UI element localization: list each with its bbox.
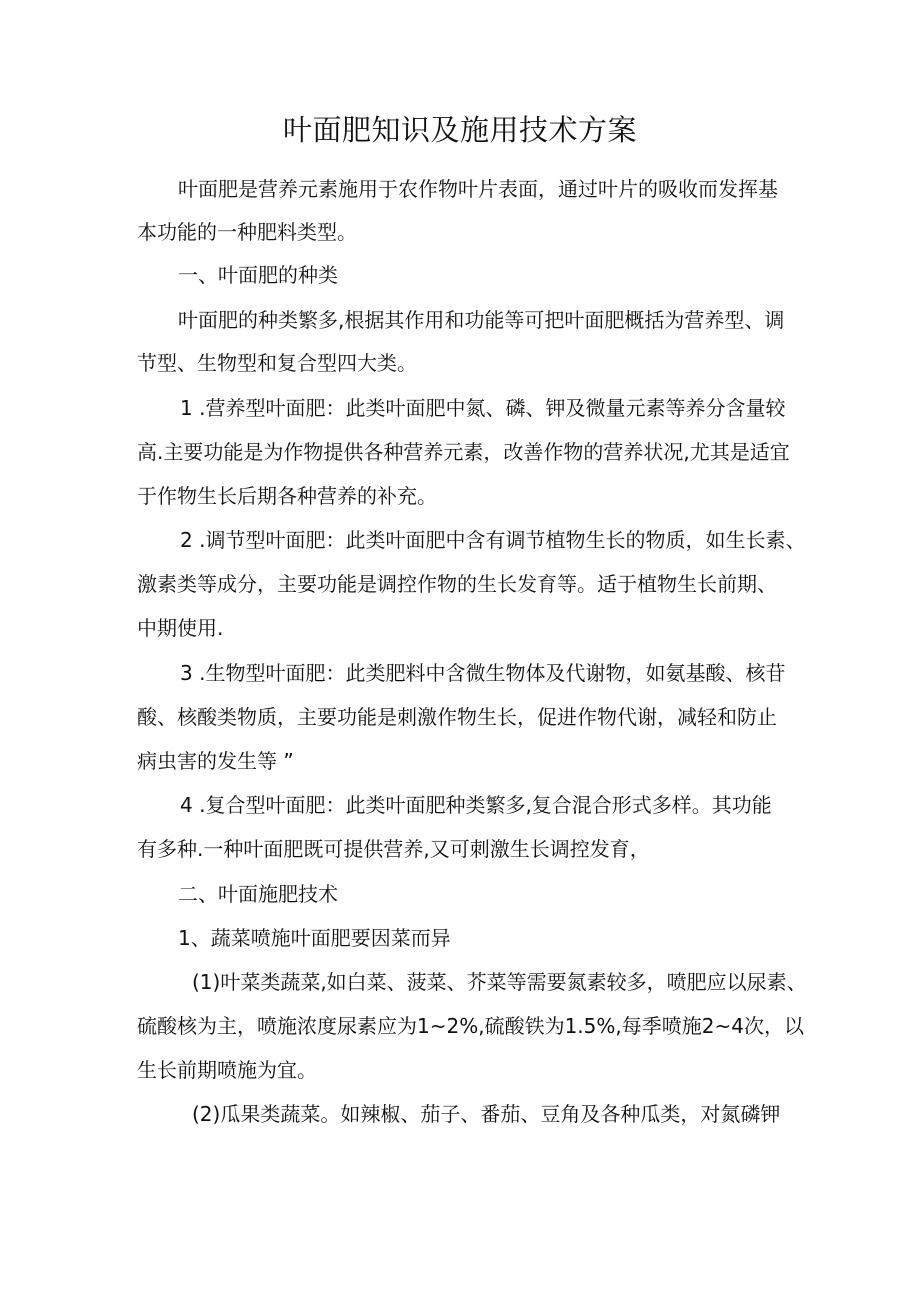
paragraph-line: 叶面肥的种类繁多,根据其作用和功能等可把叶面肥概括为营养型、调 — [178, 308, 785, 332]
section-heading: 一、叶面肥的种类 — [178, 263, 338, 287]
paragraph-line: 节型、生物型和复合型四大类。 — [137, 351, 417, 375]
paragraph-line: 于作物生长后期各种营养的补充。 — [137, 484, 437, 508]
subsection-heading: 1、蔬菜喷施叶面肥要因菜而异 — [178, 926, 451, 950]
paragraph-line: 叶面肥是营养元素施用于农作物叶片表面，通过叶片的吸收而发挥基 — [178, 177, 778, 201]
section-heading: 二、叶面施肥技术 — [178, 882, 338, 906]
paragraph-line: 酸、核酸类物质，主要功能是刺激作物生长，促进作物代谢，减轻和防止 — [137, 705, 777, 729]
paragraph-line: 本功能的一种肥料类型。 — [137, 220, 357, 244]
list-item-line: (1)叶菜类蔬菜,如白菜、菠菜、芥菜等需要氮素较多，喷肥应以尿素、 — [192, 970, 807, 994]
paragraph-line: 有多种.一种叶面肥既可提供营养,又可刺激生长调控发育， — [137, 837, 650, 861]
document-title: 叶面肥知识及施用技术方案 — [282, 113, 637, 147]
paragraph-line: 激素类等成分，主要功能是调控作物的生长发育等。适于植物生长前期、 — [137, 572, 777, 596]
list-item-line: (2)瓜果类蔬菜。如辣椒、茄子、番茄、豆角及各种瓜类，对氮磷钾 — [192, 1102, 781, 1126]
list-item-line: 4 .复合型叶面肥：此类叶面肥种类繁多,复合混合形式多样。其功能 — [180, 793, 772, 817]
paragraph-line: 硫酸核为主，喷施浓度尿素应为1~2%,硫酸铁为1.5%,每季喷施2~4次，以 — [137, 1014, 804, 1038]
paragraph-line: 中期使用. — [137, 616, 224, 640]
paragraph-line: 高.主要功能是为作物提供各种营养元素，改善作物的营养状况,尤其是适宜 — [137, 440, 790, 464]
list-item-line: 2 .调节型叶面肥：此类叶面肥中含有调节植物生长的物质，如生长素、 — [180, 528, 806, 552]
list-item-line: 3 .生物型叶面肥：此类肥料中含微生物体及代谢物，如氨基酸、核苷 — [180, 661, 786, 685]
paragraph-line: 生长前期喷施为宜。 — [137, 1058, 317, 1082]
list-item-line: 1 .营养型叶面肥：此类叶面肥中氮、磷、钾及微量元素等养分含量较 — [180, 396, 786, 420]
paragraph-line: 病虫害的发生等 ” — [137, 749, 294, 773]
